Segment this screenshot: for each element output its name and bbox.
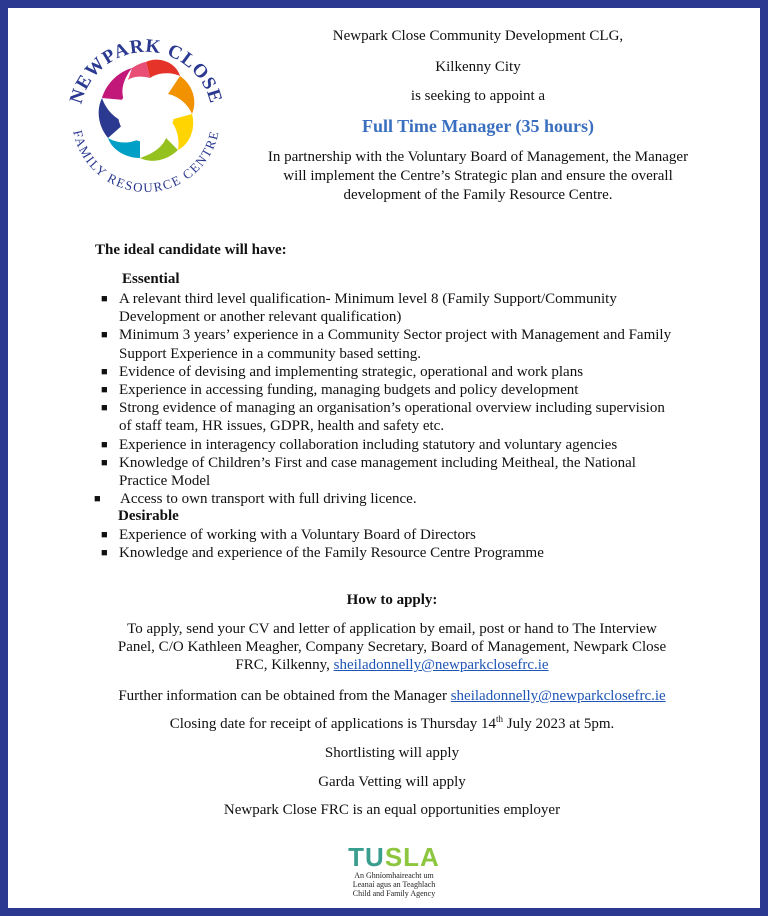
list-item: ■ Access to own transport with full driving licence. <box>94 491 417 508</box>
tusla-word: TUSLA <box>348 842 440 872</box>
bullet-icon: ■ <box>101 438 108 451</box>
desirable-heading: Desirable <box>118 508 179 524</box>
logo-ring-top: NEWPARK CLOSE <box>65 35 227 107</box>
list-item: ■ Experience of working with a Voluntary Board of Directors <box>101 527 476 543</box>
list-item: ■ Experience in accessing funding, managing budgets and policy development <box>101 382 579 399</box>
tusla-line2: Leanaí agus an Teaghlach <box>352 880 436 889</box>
seeking-text: is seeking to appoint a <box>410 88 546 104</box>
intro-paragraph: In partnership with the Voluntary Board of Management, the Manager will implement the Centre’s Strategic plan and ensure the overall development of the Family Resource Centre. <box>267 149 689 203</box>
bullet-icon: ■ <box>101 365 108 378</box>
shortlisting-note: Shortlisting will apply <box>324 745 460 761</box>
bullet-icon: ■ <box>94 493 101 506</box>
tusla-wordmark <box>338 843 450 871</box>
email-link[interactable]: sheiladonnelly@newparkclosefrc.ie <box>333 657 549 673</box>
garda-vetting-note: Garda Vetting will apply <box>318 774 466 790</box>
list-item: ■ A relevant third level qualification- Minimum level 8 (Family Support/Community Development or another relevant qualification) <box>101 291 617 326</box>
newpark-close-logo <box>58 26 234 202</box>
essential-heading: Essential <box>122 271 180 287</box>
list-item: ■ Strong evidence of managing an organisation’s operational overview including supervision of staff team, HR issues, GDPR, health and safety etc. <box>101 400 665 435</box>
further-info: Further information can be obtained from the Manager sheiladonnelly@newparkclosefrc.ie <box>118 688 666 704</box>
list-item: ■ Evidence of devising and implementing strategic, operational and work plans <box>101 363 584 380</box>
hands-circle-icon <box>99 60 195 161</box>
ideal-candidate-heading: The ideal candidate will have: <box>95 242 287 258</box>
closing-date: Closing date for receipt of applications is Thursday 14th July 2023 at 5pm. <box>169 714 615 732</box>
bullet-icon: ■ <box>101 384 108 397</box>
tusla-line1: An Ghníomhaireacht um <box>354 871 434 880</box>
bullet-icon: ■ <box>101 293 108 305</box>
apply-instructions: To apply, send your CV and letter of application by email, post or hand to The Interview Panel, C/O Kathleen Meagher, Company Secretary, Board of Management, Newpark Close FRC, Kilkenny, sheiladonnelly@newparkclosefrc.ie <box>117 621 667 673</box>
bullet-icon: ■ <box>101 547 108 560</box>
bullet-icon: ■ <box>101 456 108 469</box>
org-name: Newpark Close Community Development CLG, <box>332 28 624 44</box>
list-item: ■ Knowledge of Children’s First and case management including Meitheal, the National Practice Model <box>101 454 636 490</box>
how-to-apply-heading: How to apply: <box>346 592 438 608</box>
desirable-list <box>101 526 681 562</box>
list-item: ■ Experience in interagency collaboration including statutory and voluntary agencies <box>101 436 618 453</box>
tusla-line3: Child and Family Agency <box>352 889 436 898</box>
list-item: ■ Minimum 3 years’ experience in a Community Sector project with Management and Family Support Experience in a community based setting. <box>101 327 672 362</box>
logo-ring-bottom: FAMILY RESOURCE CENTRE <box>70 128 222 196</box>
org-city: Kilkenny City <box>435 59 521 75</box>
job-title: Full Time Manager (35 hours) <box>361 116 594 136</box>
list-item: ■ Knowledge and experience of the Family Resource Centre Programme <box>101 545 544 562</box>
bullet-icon: ■ <box>101 529 108 541</box>
bullet-icon: ■ <box>101 329 108 342</box>
manager-email-link[interactable]: sheiladonnelly@newparkclosefrc.ie <box>450 688 666 704</box>
equal-opportunities-note: Newpark Close FRC is an equal opportunities employer <box>223 802 561 818</box>
bullet-icon: ■ <box>101 402 108 415</box>
tusla-logo <box>338 843 450 909</box>
essential-list <box>94 290 681 508</box>
